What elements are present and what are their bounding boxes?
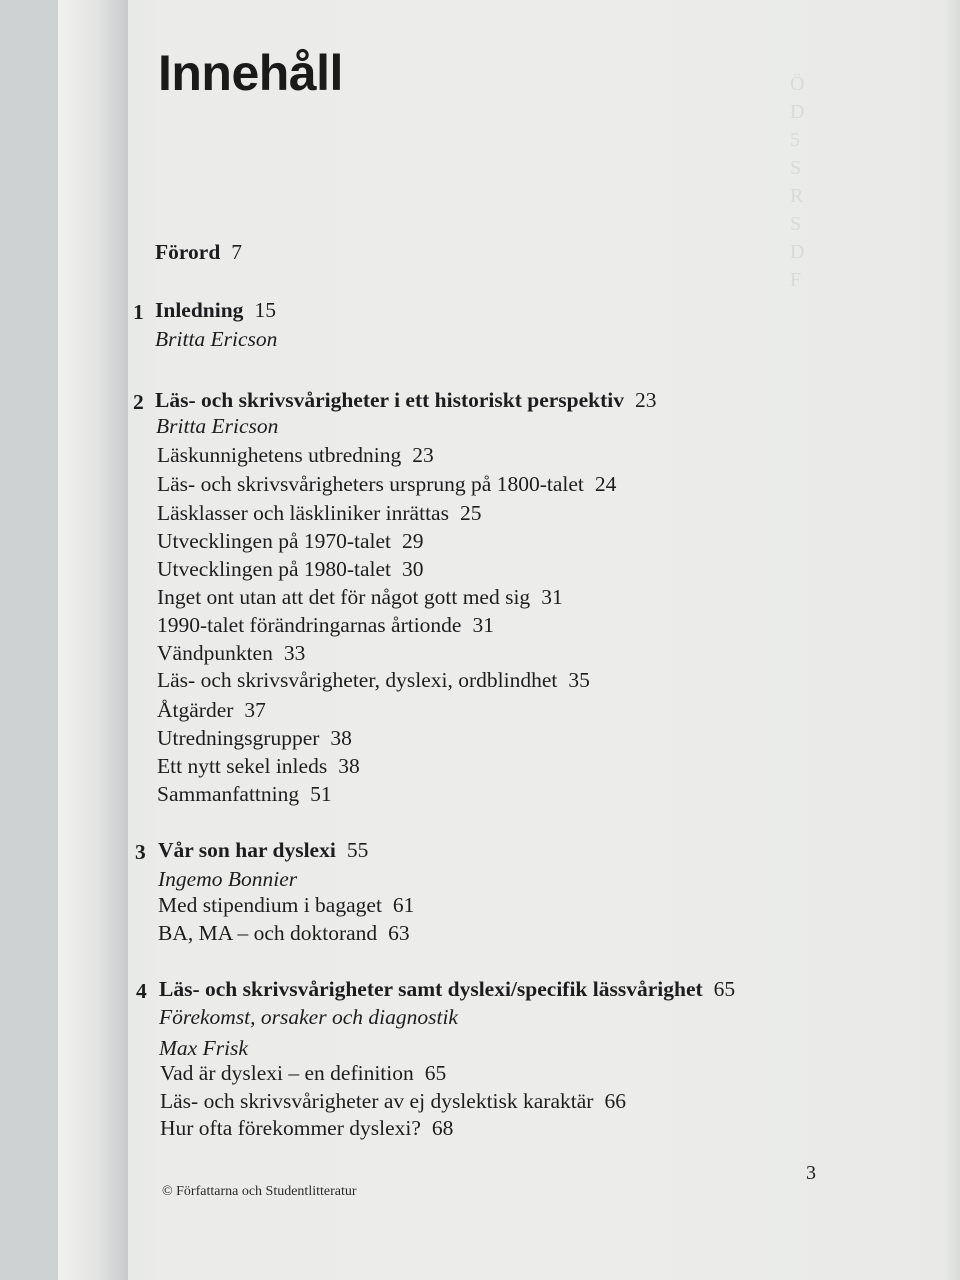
toc-entry: Sammanfattning 51 (157, 782, 332, 806)
chapter-number: 3 (135, 840, 146, 864)
chapter-title: Läs- och skrivsvårigheter i ett historiskt perspektiv 23 (155, 388, 657, 412)
toc-entry-forord: Förord 7 (155, 240, 243, 264)
chapter-title: Inledning 15 (155, 298, 276, 322)
chapter-number: 1 (133, 300, 144, 324)
chapter-title: Vår son har dyslexi 55 (158, 838, 369, 862)
chapter-title: Läs- och skrivsvårigheter samt dyslexi/specifik lässvårighet 65 (159, 977, 736, 1001)
show-through-text: Ö D 5 S R S D F (790, 73, 805, 291)
toc-entry: Utvecklingen på 1970-talet 29 (157, 529, 424, 553)
chapter-author: Ingemo Bonnier (158, 867, 298, 891)
page-gutter (58, 0, 128, 1280)
chapter-author: Britta Ericson (155, 327, 278, 351)
toc-entry: Vändpunkten 33 (157, 641, 306, 665)
toc-entry: Hur ofta förekommer dyslexi? 68 (160, 1116, 454, 1140)
page-title: Innehåll (158, 45, 343, 101)
toc-entry: Läskunnighetens utbredning 23 (157, 443, 434, 467)
chapter-author: Max Frisk (159, 1036, 248, 1060)
toc-entry: Åtgärder 37 (157, 698, 266, 722)
chapter-subtitle: Förekomst, orsaker och diagnostik (159, 1005, 458, 1029)
toc-entry: Ett nytt sekel inleds 38 (157, 754, 360, 778)
toc-entry: Inget ont utan att det för något gott med sig 31 (157, 585, 563, 609)
toc-entry: 1990-talet förändringarnas årtionde 31 (157, 613, 494, 637)
chapter-author: Britta Ericson (156, 414, 279, 438)
toc-entry: Vad är dyslexi – en definition 65 (160, 1061, 447, 1085)
toc-entry: Läs- och skrivsvårigheters ursprung på 1800-talet 24 (157, 472, 617, 496)
chapter-number: 4 (136, 979, 147, 1003)
toc-entry: BA, MA – och doktorand 63 (158, 921, 410, 945)
chapter-number: 2 (133, 390, 144, 414)
copyright-notice: © Författarna och Studentlitteratur (162, 1184, 357, 1199)
toc-entry: Utvecklingen på 1980-talet 30 (157, 557, 424, 581)
toc-entry: Läsklasser och läskliniker inrättas 25 (157, 501, 482, 525)
toc-entry: Utredningsgrupper 38 (157, 726, 352, 750)
page-number: 3 (806, 1162, 816, 1184)
toc-entry: Läs- och skrivsvårigheter av ej dyslektisk karaktär 66 (160, 1089, 626, 1113)
toc-entry: Läs- och skrivsvårigheter, dyslexi, ordblindhet 35 (157, 668, 590, 692)
toc-entry: Med stipendium i bagaget 61 (158, 893, 415, 917)
